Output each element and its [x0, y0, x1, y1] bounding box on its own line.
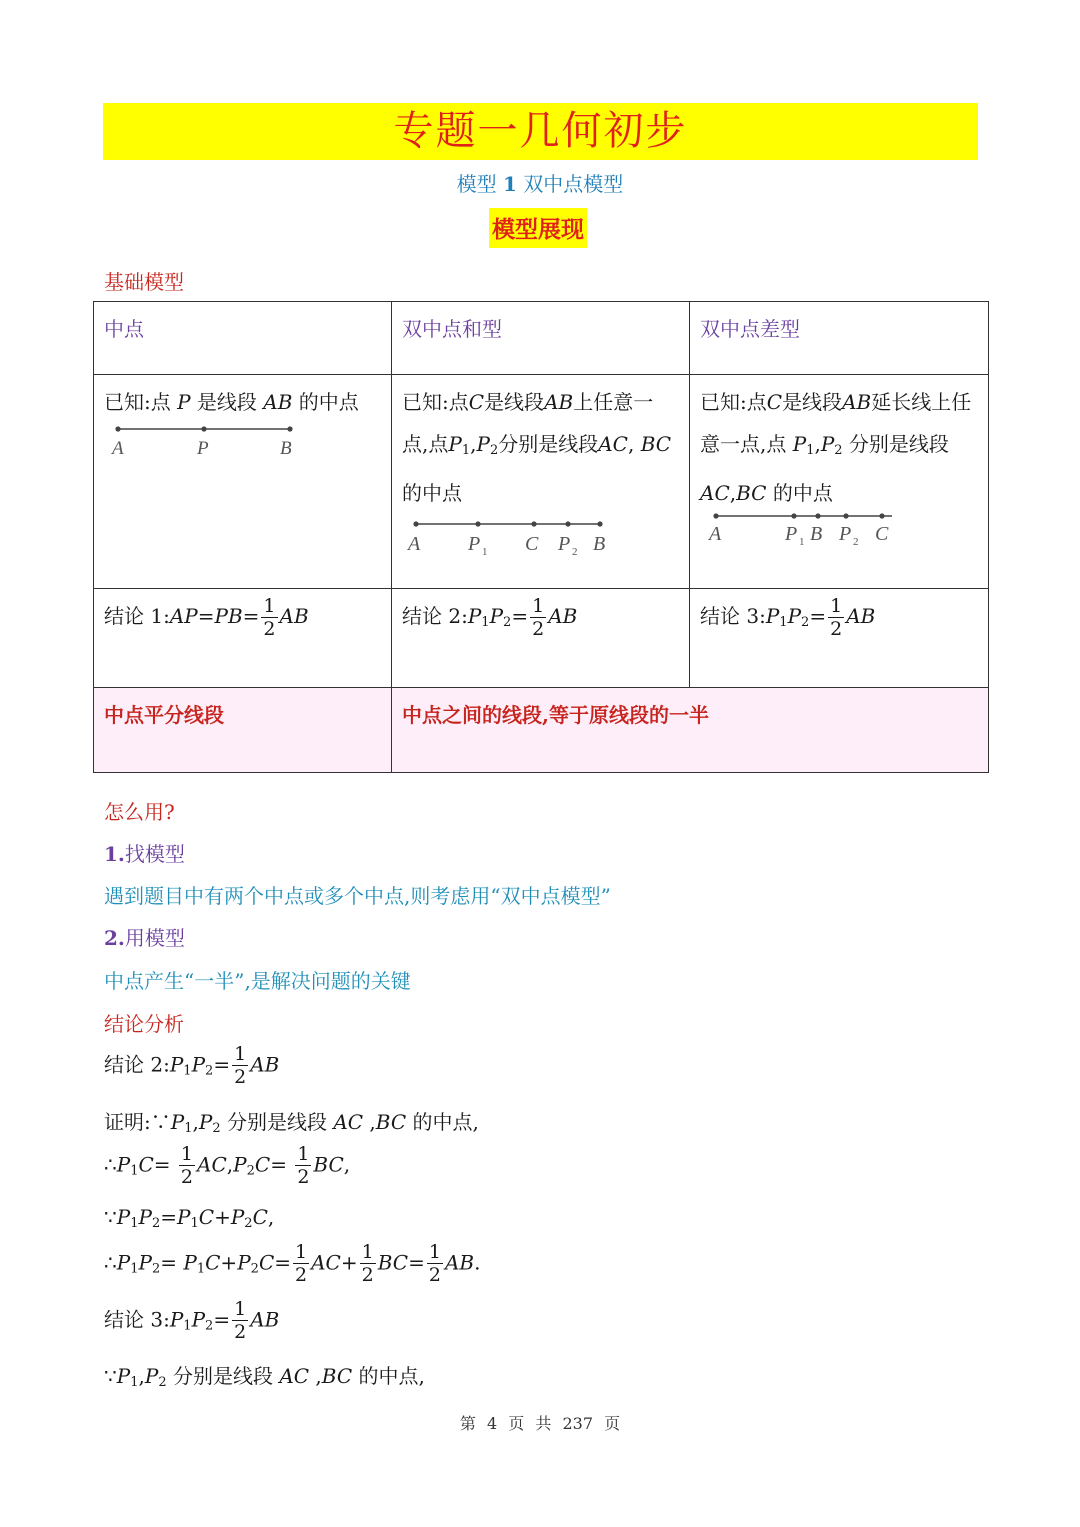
label-p: P — [197, 438, 209, 459]
conclusion-2: 结论 $2:P_1P_2=$ $\frac{1}{2}$ AB — [392, 589, 690, 688]
svg-text:C: C — [525, 533, 539, 555]
known-diff-cell — [690, 375, 989, 589]
how-to-use-heading: 怎么用? — [104, 800, 175, 824]
conclusion-3: 结论 $3:P_1P_2=$ $\frac{1}{2}$ AB — [690, 589, 989, 688]
models-table — [93, 301, 989, 773]
point-a — [115, 426, 120, 431]
point-b — [287, 426, 292, 431]
known-sum-text: 已知:点C是线段AB上任意一点,点$P_1,P_2$分别是线段AC, BC的中点 — [402, 390, 672, 505]
proof-conclusion-3: 结论 $3:P_1P_2=$ $\frac{1}{2}$ AB — [104, 1298, 280, 1343]
proof-conclusion-2: 结论 $2:P_1P_2=$ $\frac{1}{2}$ AB — [104, 1043, 280, 1088]
title-banner — [103, 103, 978, 160]
showcase-heading: 模型展现 — [489, 208, 587, 248]
svg-text:P: P — [785, 523, 798, 545]
step2-heading: 2.用模型 — [104, 926, 185, 950]
label-b: B — [280, 438, 292, 459]
step2-text: 中点产生“一半”,是解决问题的关键 — [104, 969, 411, 993]
segment-diagram-diff — [700, 510, 920, 550]
conclusion-1: 结论 1:AP=PB= $\frac{1}{2}$ AB — [94, 589, 392, 688]
step1-heading: 1.找模型 — [104, 842, 185, 866]
svg-text:A: A — [408, 533, 421, 555]
svg-text:P: P — [558, 533, 571, 555]
svg-text:C: C — [875, 523, 889, 545]
header-diff-type: 双中点差型 — [690, 302, 989, 375]
svg-text:B: B — [593, 533, 606, 555]
svg-text:B: B — [810, 523, 823, 545]
segment-diagram-sum — [402, 516, 622, 560]
svg-text:P: P — [839, 523, 852, 545]
table-summary-row — [94, 688, 989, 773]
svg-text:1: 1 — [799, 536, 805, 548]
proof-line-4: $\therefore P_1P_2= P_1C+P_2C=$ $\frac{1}{2}$ AC+ $\frac{1}{2}$ BC= $\frac{1}{2}$ AB. — [104, 1241, 481, 1286]
proof-line-3: $\because P_1P_2=P_1C+P_2C$, — [104, 1205, 275, 1231]
svg-text:P: P — [468, 533, 481, 555]
summary-left: 中点平分线段 — [94, 688, 392, 773]
basic-model-heading: 基础模型 — [104, 270, 184, 294]
label-a: A — [112, 438, 124, 459]
proof-line-1: 证明$:\because P_1,P_2$ 分别是线段 AC ,BC 的中点, — [104, 1110, 479, 1136]
page-footer: 第 4 页 共 237 页 — [459, 1414, 621, 1433]
known-midpoint-cell — [94, 375, 392, 589]
page-title: 专题一几何初步 — [393, 108, 688, 154]
known-sum-cell — [392, 375, 690, 589]
table-conclusion-row — [94, 589, 989, 688]
proof-line-5: $\because P_1,P_2$ 分别是线段 AC ,BC 的中点, — [104, 1364, 425, 1390]
step1-text: 遇到题目中有两个中点或多个中点,则考虑用“双中点模型” — [104, 884, 611, 908]
model-subtitle: 模型 1 双中点模型 — [456, 172, 624, 196]
svg-text:A: A — [709, 523, 722, 545]
table-header-row — [94, 302, 989, 375]
svg-text:2: 2 — [572, 546, 578, 558]
svg-text:1: 1 — [482, 546, 488, 558]
proof-line-2: $\therefore P_1C=$ $\frac{1}{2}$ $AC,P_2C=$ $\frac{1}{2}$ BC, — [104, 1143, 351, 1188]
analysis-heading: 结论分析 — [104, 1012, 184, 1036]
known-diff-text: 已知:点C是线段AB延长线上任意一点,点 $P_1,P_2$ 分别是线段AC,BC 的中点 — [700, 390, 972, 505]
segment-diagram-midpoint — [104, 423, 304, 463]
header-midpoint: 中点 — [94, 302, 392, 375]
table-known-row — [94, 375, 989, 589]
known-midpoint-text: 已知:点 P 是线段 AB 的中点 — [104, 390, 359, 414]
svg-text:2: 2 — [853, 536, 859, 548]
header-sum-type: 双中点和型 — [392, 302, 690, 375]
summary-right: 中点之间的线段,等于原线段的一半 — [392, 688, 989, 773]
point-p — [201, 426, 206, 431]
